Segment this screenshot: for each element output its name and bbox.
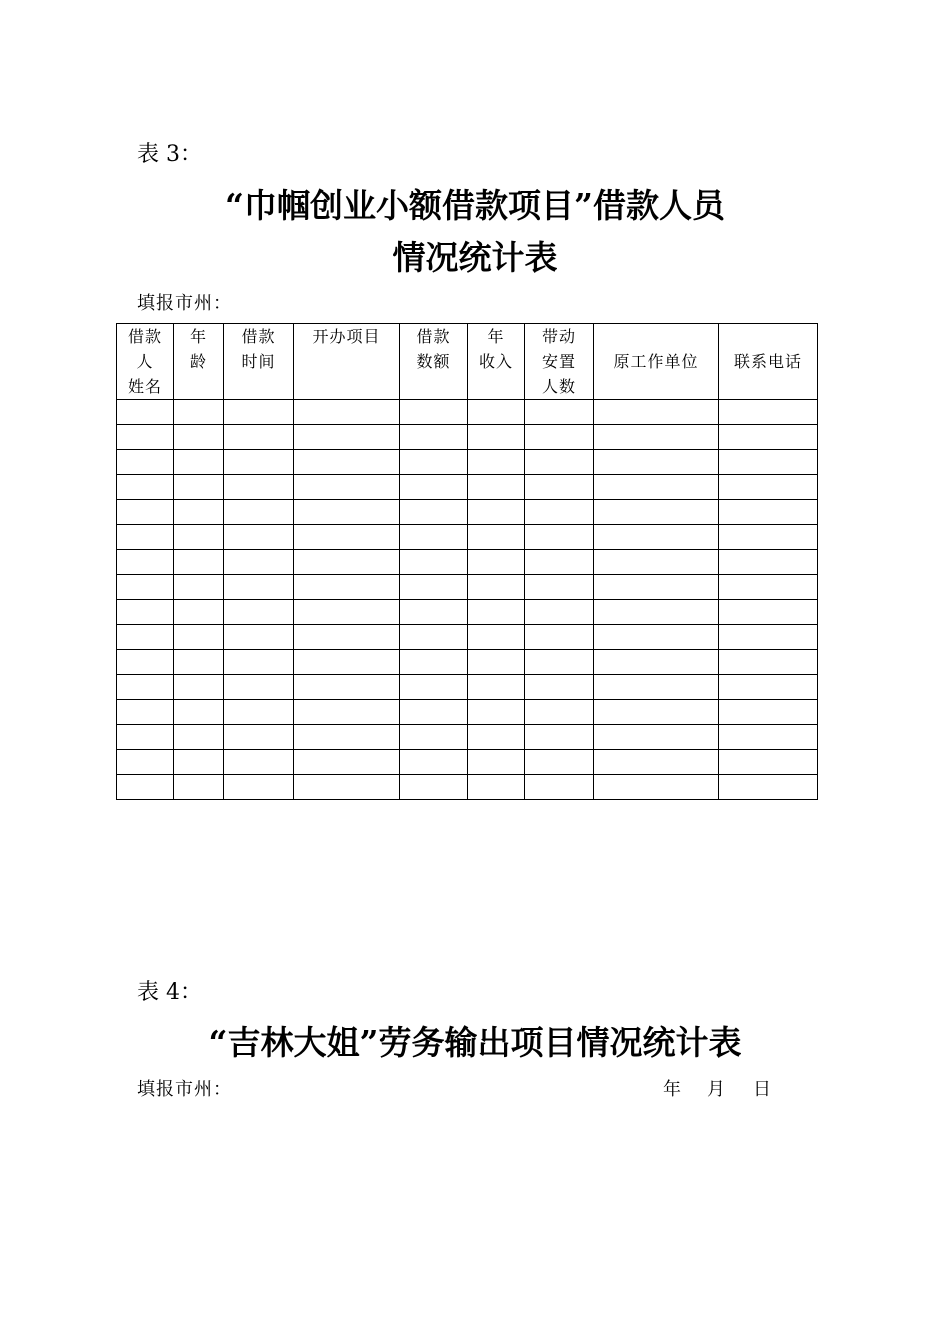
table-cell[interactable]: [594, 675, 719, 700]
table-cell[interactable]: [468, 700, 525, 725]
table3-label: 表 3：: [137, 142, 202, 167]
table-cell[interactable]: [117, 750, 174, 775]
table-cell[interactable]: [117, 400, 174, 425]
table-cell[interactable]: [294, 775, 400, 800]
header-phone: 联系电话: [719, 324, 818, 400]
table-cell[interactable]: [719, 400, 818, 425]
table-cell[interactable]: [594, 725, 719, 750]
table-cell[interactable]: [294, 450, 400, 475]
table-cell[interactable]: [400, 700, 468, 725]
table-cell[interactable]: [294, 600, 400, 625]
table-cell[interactable]: [719, 600, 818, 625]
table-cell[interactable]: [174, 500, 224, 525]
table-cell[interactable]: [174, 750, 224, 775]
table-cell[interactable]: [294, 675, 400, 700]
table-cell[interactable]: [525, 600, 594, 625]
table-cell[interactable]: [117, 450, 174, 475]
table-row: [117, 525, 818, 550]
table-cell[interactable]: [174, 600, 224, 625]
table-cell[interactable]: [525, 675, 594, 700]
table-cell[interactable]: [174, 525, 224, 550]
table-cell[interactable]: [719, 675, 818, 700]
table4-label: 表 4：: [137, 980, 202, 1005]
table4-fill-label: 填报市州：: [137, 1079, 232, 1100]
header-employment-count: 带动 安置 人数: [525, 324, 594, 400]
table-cell[interactable]: [294, 700, 400, 725]
table-cell[interactable]: [525, 400, 594, 425]
header-borrower-name: 借款 人 姓名: [117, 324, 174, 400]
table-cell[interactable]: [117, 425, 174, 450]
table-cell[interactable]: [525, 750, 594, 775]
table-cell[interactable]: [117, 675, 174, 700]
table-cell[interactable]: [117, 575, 174, 600]
table-cell[interactable]: [224, 450, 294, 475]
table-cell[interactable]: [400, 400, 468, 425]
table-cell[interactable]: [117, 475, 174, 500]
table4-title: “吉林大姐”劳务输出项目情况统计表: [208, 1023, 742, 1062]
table-cell[interactable]: [400, 575, 468, 600]
table-cell[interactable]: [468, 400, 525, 425]
table-cell[interactable]: [224, 750, 294, 775]
table-row: [117, 475, 818, 500]
table-cell[interactable]: [719, 625, 818, 650]
table-cell[interactable]: [525, 425, 594, 450]
table-cell[interactable]: [400, 500, 468, 525]
table-cell[interactable]: [117, 500, 174, 525]
table-cell[interactable]: [719, 575, 818, 600]
header-loan-amount: 借款 数额: [400, 324, 468, 400]
table-cell[interactable]: [400, 625, 468, 650]
table-body: [117, 400, 818, 800]
table3-title-line1: “巾帼创业小额借款项目”借款人员: [225, 186, 725, 225]
table-cell[interactable]: [224, 650, 294, 675]
table-cell[interactable]: [224, 500, 294, 525]
table-cell[interactable]: [117, 550, 174, 575]
table-cell[interactable]: [400, 475, 468, 500]
borrower-stats-table: [116, 323, 818, 800]
table-cell[interactable]: [719, 650, 818, 675]
table-row: [117, 675, 818, 700]
table-cell[interactable]: [400, 675, 468, 700]
table3-fill-label: 填报市州：: [137, 293, 232, 314]
table-cell[interactable]: [294, 400, 400, 425]
table-cell[interactable]: [719, 475, 818, 500]
table-cell[interactable]: [594, 500, 719, 525]
table-cell[interactable]: [224, 775, 294, 800]
table-cell[interactable]: [174, 725, 224, 750]
table-cell[interactable]: [224, 675, 294, 700]
table-cell[interactable]: [594, 400, 719, 425]
table-cell[interactable]: [719, 550, 818, 575]
table-row: [117, 750, 818, 775]
table-cell[interactable]: [468, 625, 525, 650]
table-cell[interactable]: [400, 450, 468, 475]
table-cell[interactable]: [525, 625, 594, 650]
table-cell[interactable]: [174, 650, 224, 675]
table-row: [117, 575, 818, 600]
table-cell[interactable]: [468, 575, 525, 600]
table-row: [117, 650, 818, 675]
table-cell[interactable]: [294, 575, 400, 600]
table-cell[interactable]: [719, 425, 818, 450]
table-cell[interactable]: [174, 400, 224, 425]
table-cell[interactable]: [174, 450, 224, 475]
table-cell[interactable]: [719, 450, 818, 475]
table-cell[interactable]: [224, 625, 294, 650]
table-cell[interactable]: [719, 700, 818, 725]
table-cell[interactable]: [525, 500, 594, 525]
table-cell[interactable]: [594, 600, 719, 625]
table-cell[interactable]: [525, 725, 594, 750]
table-cell[interactable]: [224, 725, 294, 750]
table-cell[interactable]: [224, 400, 294, 425]
table-cell[interactable]: [174, 625, 224, 650]
header-age: 年 龄: [174, 324, 224, 400]
table-cell[interactable]: [719, 525, 818, 550]
table-cell[interactable]: [294, 625, 400, 650]
header-loan-time: 借款 时间: [224, 324, 294, 400]
table-cell[interactable]: [400, 750, 468, 775]
table-row: [117, 450, 818, 475]
table-cell[interactable]: [294, 425, 400, 450]
table-cell[interactable]: [525, 650, 594, 675]
table-cell[interactable]: [594, 775, 719, 800]
table-cell[interactable]: [117, 725, 174, 750]
table-cell[interactable]: [525, 550, 594, 575]
table-cell[interactable]: [525, 450, 594, 475]
table-cell[interactable]: [525, 525, 594, 550]
table-cell[interactable]: [400, 425, 468, 450]
table-cell[interactable]: [400, 525, 468, 550]
table-cell[interactable]: [294, 550, 400, 575]
table-cell[interactable]: [294, 500, 400, 525]
table-cell[interactable]: [174, 550, 224, 575]
table-row: [117, 500, 818, 525]
table-cell[interactable]: [468, 775, 525, 800]
table-cell[interactable]: [468, 650, 525, 675]
table-cell[interactable]: [224, 550, 294, 575]
table-cell[interactable]: [594, 575, 719, 600]
table-cell[interactable]: [117, 625, 174, 650]
table-cell[interactable]: [468, 725, 525, 750]
table-cell[interactable]: [468, 500, 525, 525]
table-row: [117, 775, 818, 800]
table-header-row: [117, 324, 818, 400]
table-cell[interactable]: [594, 700, 719, 725]
table-cell[interactable]: [594, 750, 719, 775]
table-cell[interactable]: [525, 700, 594, 725]
table-cell[interactable]: [224, 700, 294, 725]
date-year-label: 年: [663, 1079, 681, 1100]
table-cell[interactable]: [719, 750, 818, 775]
table-cell[interactable]: [294, 475, 400, 500]
table-cell[interactable]: [594, 450, 719, 475]
table-cell[interactable]: [174, 675, 224, 700]
table-cell[interactable]: [174, 575, 224, 600]
table-cell[interactable]: [400, 550, 468, 575]
table-row: [117, 700, 818, 725]
table-cell[interactable]: [468, 450, 525, 475]
table-cell[interactable]: [224, 525, 294, 550]
header-project: 开办项目: [294, 324, 400, 400]
table-cell[interactable]: [294, 750, 400, 775]
table-cell[interactable]: [294, 650, 400, 675]
table-cell[interactable]: [174, 700, 224, 725]
table-cell[interactable]: [224, 475, 294, 500]
table-row: [117, 425, 818, 450]
table-cell[interactable]: [117, 600, 174, 625]
table-cell[interactable]: [224, 575, 294, 600]
table-cell[interactable]: [594, 550, 719, 575]
table-cell[interactable]: [224, 600, 294, 625]
table-cell[interactable]: [719, 775, 818, 800]
table-cell[interactable]: [525, 775, 594, 800]
date-month-label: 月: [707, 1079, 725, 1100]
table-cell[interactable]: [594, 650, 719, 675]
table-cell[interactable]: [117, 650, 174, 675]
table-cell[interactable]: [594, 425, 719, 450]
table-cell[interactable]: [525, 475, 594, 500]
table-row: [117, 600, 818, 625]
table-cell[interactable]: [468, 675, 525, 700]
table-cell[interactable]: [719, 500, 818, 525]
table-cell[interactable]: [594, 525, 719, 550]
table-cell[interactable]: [117, 775, 174, 800]
table-cell[interactable]: [174, 775, 224, 800]
table-cell[interactable]: [174, 425, 224, 450]
table-cell[interactable]: [400, 775, 468, 800]
table-cell[interactable]: [117, 700, 174, 725]
table-cell[interactable]: [525, 575, 594, 600]
table-row: [117, 400, 818, 425]
table-cell[interactable]: [117, 525, 174, 550]
date-day-label: 日: [753, 1079, 771, 1100]
table-cell[interactable]: [468, 550, 525, 575]
table-cell[interactable]: [224, 425, 294, 450]
table-cell[interactable]: [400, 725, 468, 750]
table-cell[interactable]: [400, 650, 468, 675]
table-cell[interactable]: [719, 725, 818, 750]
table-cell[interactable]: [294, 525, 400, 550]
table-cell[interactable]: [468, 525, 525, 550]
table-row: [117, 725, 818, 750]
table-cell[interactable]: [294, 725, 400, 750]
table-cell[interactable]: [174, 475, 224, 500]
table-cell[interactable]: [468, 750, 525, 775]
header-former-employer: 原工作单位: [594, 324, 719, 400]
table-row: [117, 625, 818, 650]
table-cell[interactable]: [468, 475, 525, 500]
table-cell[interactable]: [594, 625, 719, 650]
table-row: [117, 550, 818, 575]
header-annual-income: 年 收入: [468, 324, 525, 400]
table-cell[interactable]: [468, 600, 525, 625]
table3-title-line2: 情况统计表: [392, 238, 558, 277]
table-cell[interactable]: [400, 600, 468, 625]
table-cell[interactable]: [594, 475, 719, 500]
table-cell[interactable]: [468, 425, 525, 450]
